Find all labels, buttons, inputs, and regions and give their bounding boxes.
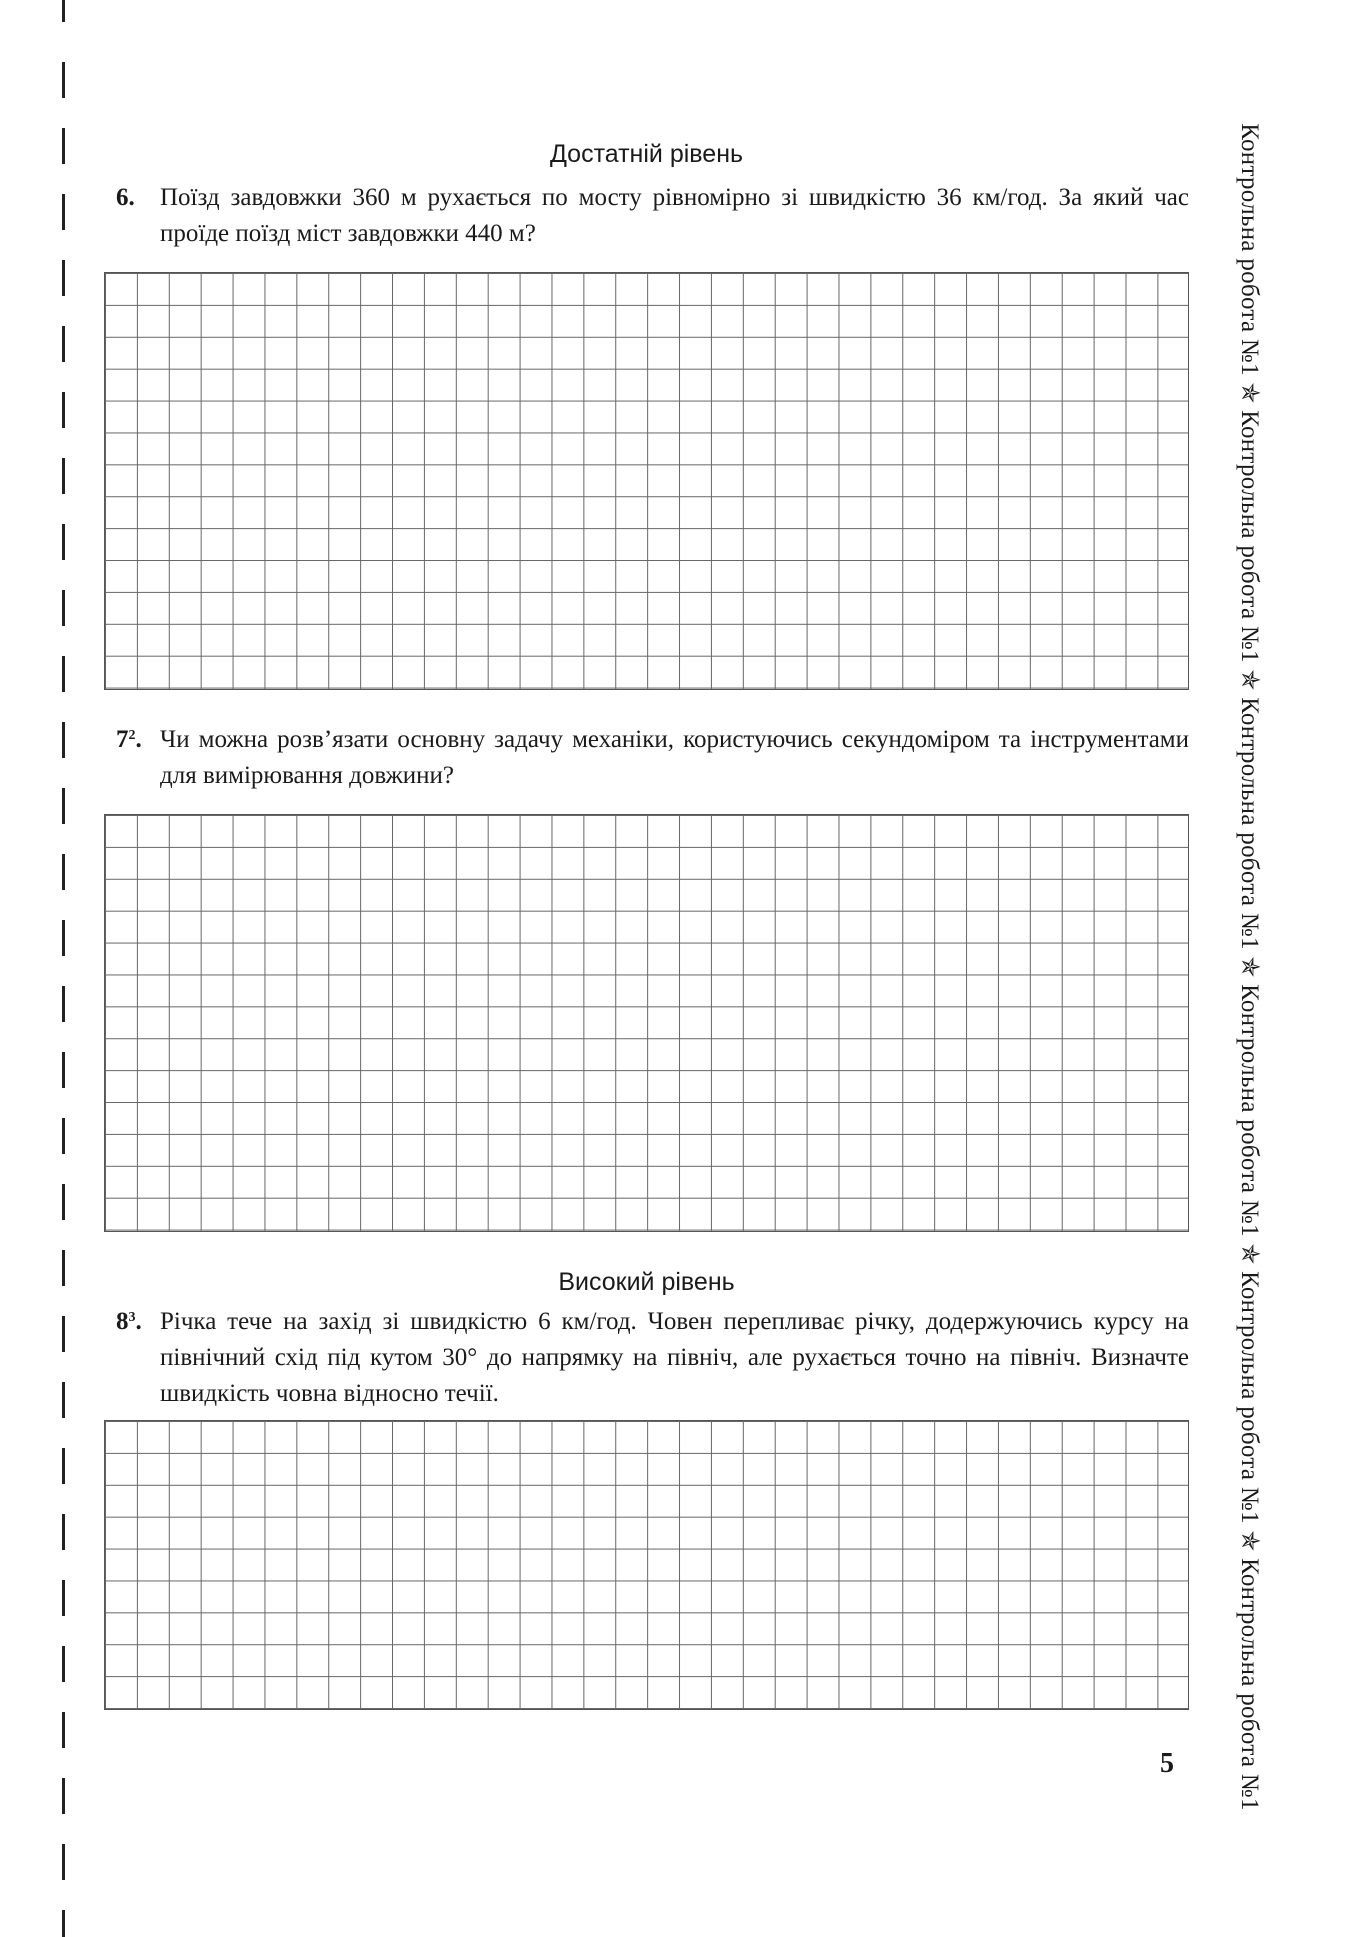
answer-grid-8[interactable]	[104, 1420, 1189, 1710]
task-number: $8^3$.	[116, 1308, 142, 1335]
side-running-header: Контрольна робота №1 ✯ Контрольна робота №1 ✯ Контрольна робота №1 ✯ Контрольна робота №1 ✯ Контрольна робота №1 ✯ Контрольна робота №1	[1236, 123, 1263, 1811]
section-title-high: Високий рівень	[558, 1268, 735, 1296]
task-text: Річка тече на захід зі швидкістю 6 км/год. Човен перепливає річку, додержуючись курсу на північний схід під кутом 30° до напрямку на північ, але рухається точно на північ. Визначте швидкість човна відносно течії.	[160, 1308, 1189, 1407]
answer-grid-6[interactable]	[104, 272, 1189, 690]
answer-grid-7[interactable]	[104, 814, 1189, 1232]
task-7	[104, 722, 1189, 794]
task-text: Поїзд завдовжки 360 м рухається по мосту рівномірно зі швидкістю 36 км/год. За який час проїде поїзд міст завдовжки 440 м?	[160, 184, 1189, 247]
task-number: 6.	[116, 184, 135, 211]
page-number: 5	[1160, 1748, 1174, 1779]
section-title-sufficient: Достатній рівень	[549, 140, 744, 168]
task-text: Чи можна розв’язати основну задачу механіки, користуючись секундоміром та інструментами для вимірювання довжини?	[160, 726, 1189, 789]
task-6	[104, 180, 1189, 252]
task-8	[104, 1304, 1189, 1412]
task-number: $7^2$.	[116, 726, 142, 753]
